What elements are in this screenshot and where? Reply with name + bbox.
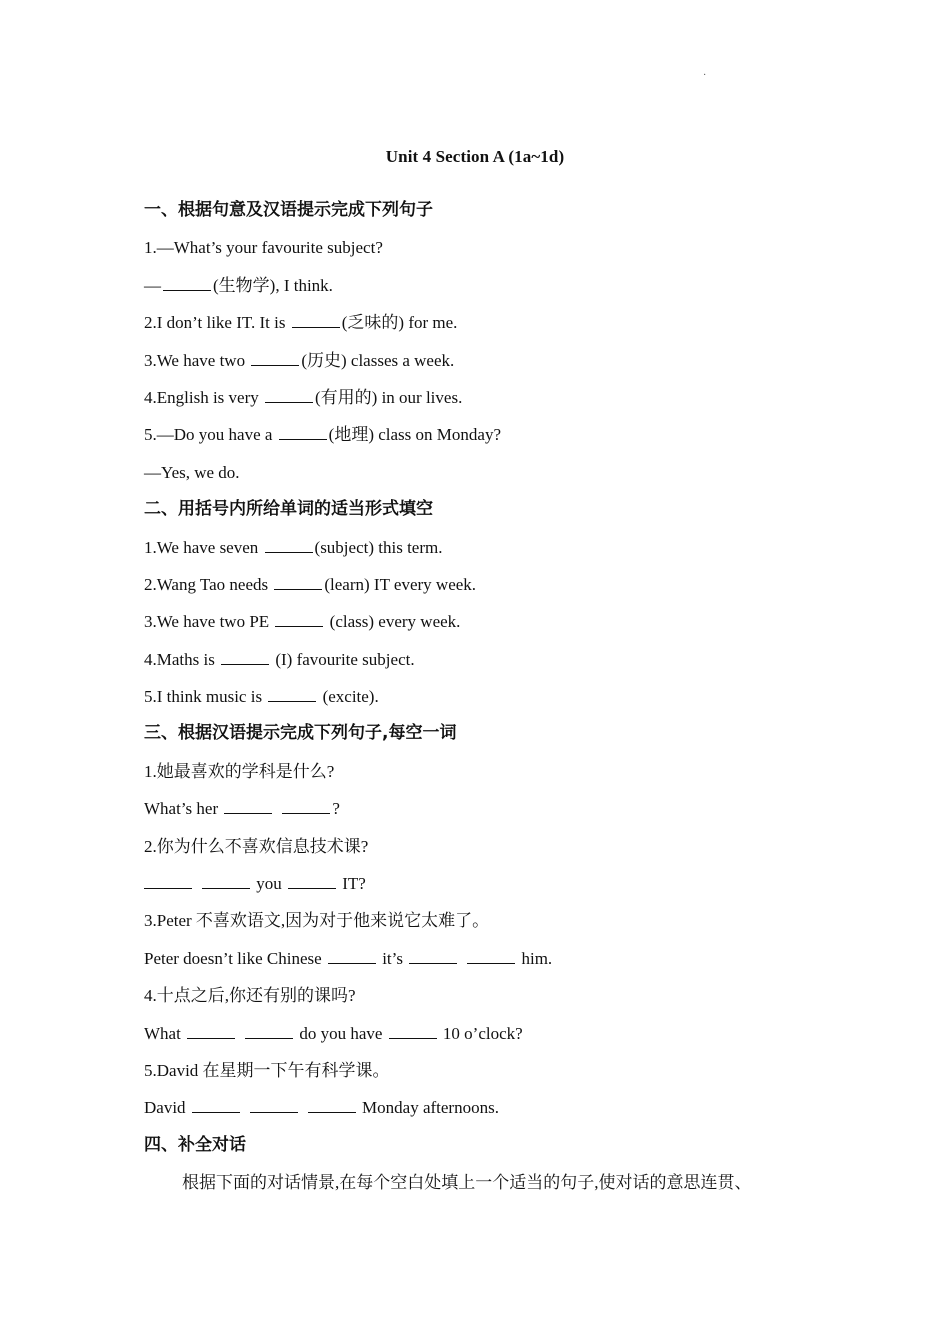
answer-blank[interactable]: [389, 1037, 437, 1039]
text: 10 o’clock?: [438, 1023, 523, 1043]
answer-blank[interactable]: [221, 663, 269, 665]
s4-intro: 根据下面的对话情景,在每个空白处填上一个适当的句子,使对话的意思连贯、: [182, 1173, 752, 1193]
s3-q5: [144, 1089, 824, 1126]
s3-q1-cn: 1.她最喜欢的学科是什么?: [144, 761, 335, 781]
s1-q2: [144, 304, 824, 341]
s2-q4: [144, 641, 824, 678]
text: 5.—Do you have a: [144, 425, 277, 445]
s2-q3: [144, 603, 824, 640]
answer-blank[interactable]: [251, 364, 299, 366]
s3-q2: [144, 865, 824, 902]
answer-blank[interactable]: [328, 962, 376, 964]
text: (生物学), I think.: [213, 275, 333, 295]
answer-blank[interactable]: [245, 1037, 293, 1039]
answer-blank[interactable]: [268, 700, 316, 702]
answer-blank[interactable]: [202, 887, 250, 889]
s3-q5-cn: 5.David 在星期一下午有科学课。: [144, 1060, 390, 1080]
text: you: [252, 874, 286, 894]
s1-q4: [144, 379, 824, 416]
answer-blank[interactable]: [224, 812, 272, 814]
answer-blank[interactable]: [163, 289, 211, 291]
answer-blank[interactable]: [279, 438, 327, 440]
answer-blank[interactable]: [275, 625, 323, 627]
text: (乏味的) for me.: [341, 313, 458, 333]
answer-blank[interactable]: [409, 962, 457, 964]
text: (class) every week.: [325, 612, 461, 632]
dash: —: [144, 275, 161, 295]
section2-heading: 二、用括号内所给单词的适当形式填空: [144, 499, 433, 520]
answer-blank[interactable]: [308, 1111, 356, 1113]
corner-mark: ·: [703, 70, 707, 81]
s3-q3-cn: 3.Peter 不喜欢语文,因为对于他来说它太难了。: [144, 911, 490, 931]
text: ?: [332, 799, 340, 819]
text: it’s: [377, 948, 408, 968]
s1-q3: [144, 342, 824, 379]
text: 4.Maths is: [144, 649, 220, 669]
text: (I) favourite subject.: [271, 649, 415, 669]
worksheet-content: [144, 192, 824, 1202]
answer-blank[interactable]: [265, 551, 313, 553]
answer-blank[interactable]: [250, 1111, 298, 1113]
text: (excite).: [318, 687, 379, 707]
text: IT?: [338, 874, 366, 894]
answer-blank[interactable]: [274, 588, 322, 590]
text: 5.I think music is: [144, 687, 267, 707]
text: 2.Wang Tao needs: [144, 574, 273, 594]
answer-blank[interactable]: [144, 887, 192, 889]
s2-q2: [144, 566, 824, 603]
text: What’s her: [144, 799, 223, 819]
s2-q1: [144, 529, 824, 566]
s1-q1b: [144, 267, 824, 304]
text: him.: [517, 948, 553, 968]
text: 3.We have two: [144, 350, 250, 370]
text: (地理) class on Monday?: [328, 425, 501, 445]
s1-q5a: [144, 416, 824, 453]
s2-q5: [144, 678, 824, 715]
text: do you have: [295, 1023, 387, 1043]
text: (learn) IT every week.: [324, 574, 477, 594]
s3-q2-cn: 2.你为什么不喜欢信息技术课?: [144, 836, 369, 856]
text: What: [144, 1023, 186, 1043]
text: 3.We have two PE: [144, 612, 274, 632]
text: (有用的) in our lives.: [315, 387, 463, 407]
text: (subject) this term.: [314, 537, 443, 557]
answer-blank[interactable]: [292, 326, 340, 328]
page-title: Unit 4 Section A (1a~1d): [385, 147, 565, 166]
text: 1.We have seven: [144, 537, 263, 557]
text: 2.I don’t like IT. It is: [144, 313, 290, 333]
section4-heading: 四、补全对话: [144, 1134, 246, 1155]
text: 4.English is very: [144, 387, 263, 407]
s3-q3: [144, 940, 824, 977]
s3-q4: [144, 1015, 824, 1052]
text: Peter doesn’t like Chinese: [144, 948, 326, 968]
s1-q5b: —Yes, we do.: [144, 462, 240, 482]
text: David: [144, 1098, 190, 1118]
answer-blank[interactable]: [265, 401, 313, 403]
answer-blank[interactable]: [192, 1111, 240, 1113]
answer-blank[interactable]: [282, 812, 330, 814]
s3-q4-cn: 4.十点之后,你还有别的课吗?: [144, 986, 356, 1006]
section1-heading: 一、根据句意及汉语提示完成下列句子: [144, 200, 433, 220]
text: (历史) classes a week.: [301, 350, 455, 370]
answer-blank[interactable]: [288, 887, 336, 889]
section3-heading: 三、根据汉语提示完成下列句子,每空一词: [144, 723, 457, 744]
s1-q1a: 1.—What’s your favourite subject?: [144, 238, 383, 258]
text: Monday afternoons.: [357, 1098, 499, 1118]
answer-blank[interactable]: [187, 1037, 235, 1039]
s3-q1: [144, 790, 824, 827]
answer-blank[interactable]: [467, 962, 515, 964]
